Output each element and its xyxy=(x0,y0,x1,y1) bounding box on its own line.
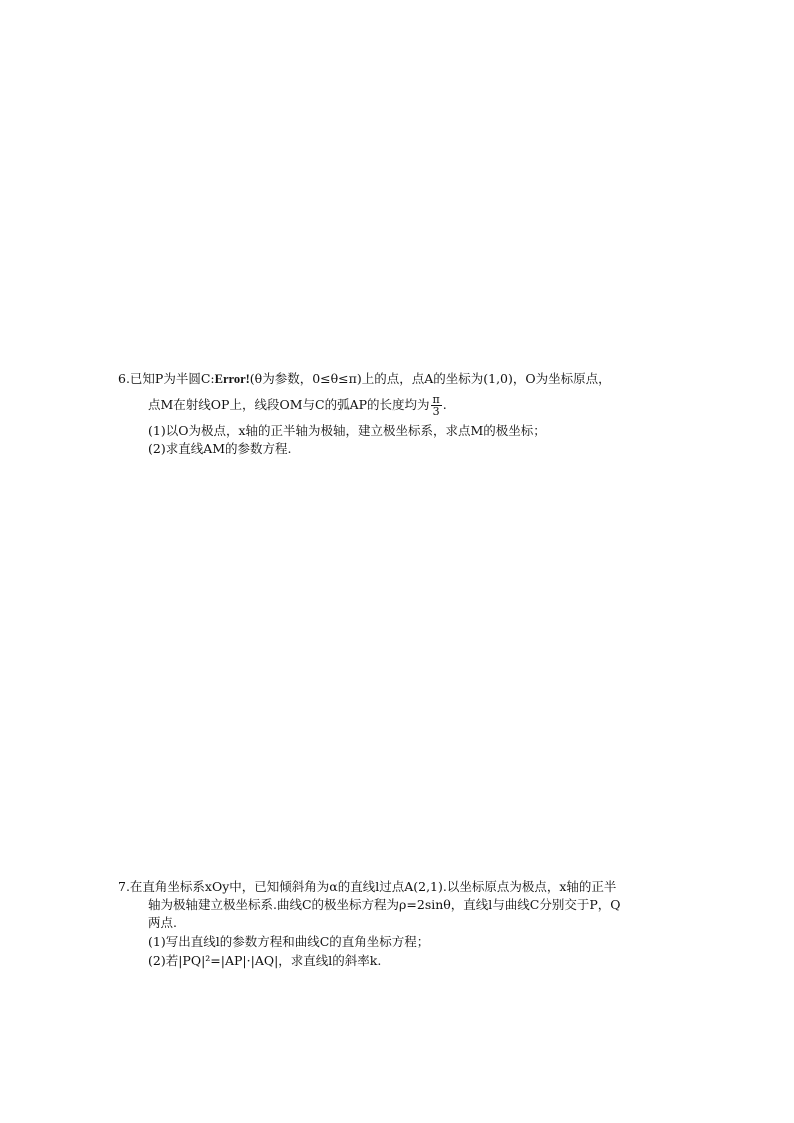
problem-6-line-2 xyxy=(148,394,447,417)
problem-6-period: . xyxy=(442,397,447,412)
field-error-text: Error! xyxy=(214,372,250,386)
problem-7-line-3: 两点. xyxy=(148,915,177,930)
problem-6-line-1 xyxy=(118,370,611,388)
problem-6-question-1: (1)以O为极点，x轴的正半轴为极轴，建立极坐标系，求点M的极坐标； xyxy=(148,423,546,438)
problem-7-line-2: 轴为极轴建立极坐标系.曲线C的极坐标方程为ρ=2sinθ，直线l与曲线C分别交于P，Q xyxy=(148,897,621,912)
problem-6-question-2: (2)求直线AM的参数方程. xyxy=(148,441,292,456)
fraction-numerator: π xyxy=(432,393,440,406)
problem-6-text-c: 点M在射线OP上，线段OM与C的弧AP的长度均为 xyxy=(148,397,430,412)
fraction-denominator: 3 xyxy=(432,405,440,418)
problem-6-text-b: (θ为参数，0≤θ≤π)上的点，点A的坐标为(1,0)，O为坐标原点， xyxy=(249,371,611,386)
problem-7-line-1: 7.在直角坐标系xOy中，已知倾斜角为α的直线l过点A(2,1).以坐标原点为极点，x轴的正半 xyxy=(118,879,617,894)
problem-7-question-2: (2)若|PQ|²=|AP|·|AQ|，求直线l的斜率k. xyxy=(148,953,382,968)
problem-6-text-a: 6.已知P为半圆C: xyxy=(118,371,215,386)
fraction-pi-over-3 xyxy=(431,394,442,417)
problem-7-question-1: (1)写出直线l的参数方程和曲线C的直角坐标方程； xyxy=(148,934,430,949)
